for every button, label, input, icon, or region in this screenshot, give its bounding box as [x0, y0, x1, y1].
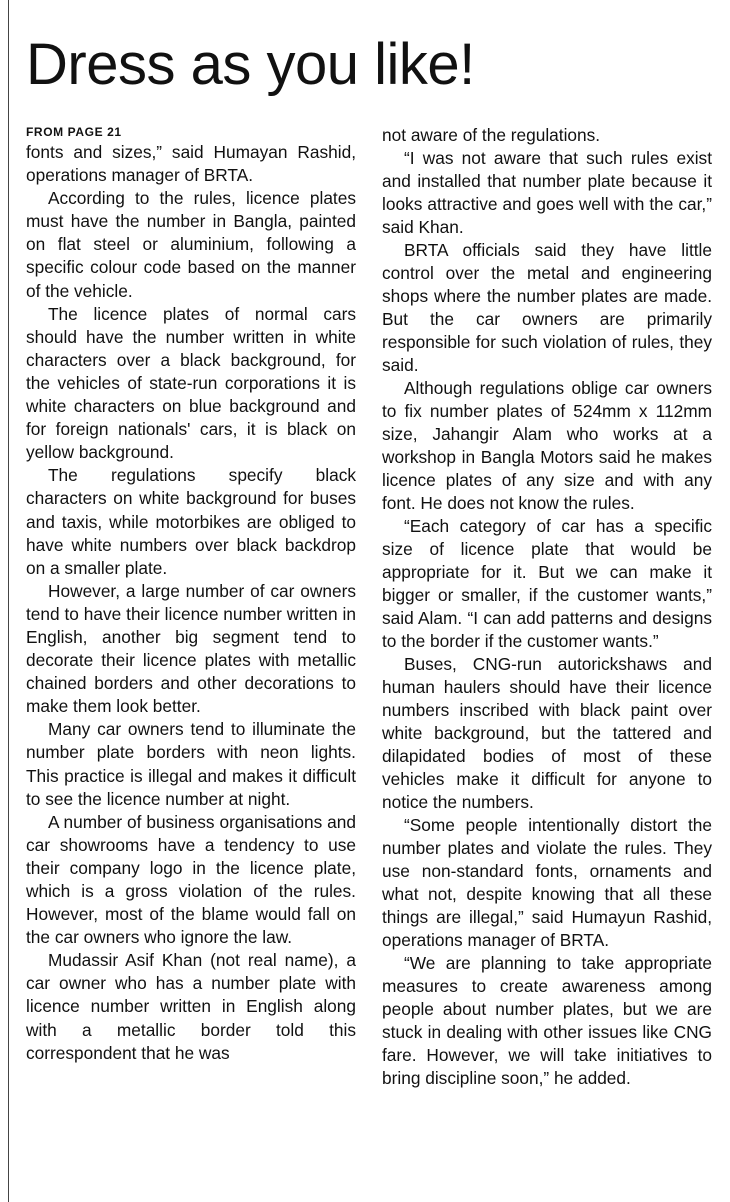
- paragraph: BRTA officials said they have little control over the metal and engineering shops where the number plates are made. But the car owners are primarily responsible for such violation of rules, they said.: [382, 240, 712, 375]
- paragraph: However, a large number of car owners tend to have their licence number written in English, another big segment tend to decorate their licence plates with metallic chained borders and other decorations to make them look better.: [26, 580, 356, 717]
- article-column-right: [382, 124, 712, 1090]
- paragraph: According to the rules, licence plates must have the number in Bangla, painted on flat steel or aluminium, following a specific colour code based on the manner of the vehicle.: [26, 188, 356, 301]
- paragraph: The licence plates of normal cars should have the number written in white characters over a black background, for the vehicles of state-run corporations it is white characters on blue background and for foreign nationals' cars, it is black on yellow background.: [26, 303, 356, 463]
- paragraph: “We are planning to take appropriate measures to create awareness among people about number plates, but we are stuck in dealing with other issues like CNG fare. However, we will take initiatives to bring discipline soon,” he added.: [382, 953, 712, 1088]
- paragraph: not aware of the regulations.: [382, 125, 601, 145]
- article-headline: Dress as you like!: [26, 32, 475, 97]
- paragraph: A number of business organisations and car showrooms have a tendency to use their company logo in the licence plate, which is a gross violation of the rules. However, most of the blame would fall on the car owners who ignore the law.: [26, 811, 356, 948]
- paragraph: fonts and sizes,” said Humayan Rashid, operations manager of BRTA.: [26, 142, 356, 186]
- paragraph: “I was not aware that such rules exist and installed that number plate because it looks attractive and goes well with the car,” said Khan.: [382, 148, 712, 237]
- paragraph: The regulations specify black characters on white background for buses and taxis, while motorbikes are obliged to have white numbers over black backdrop on a smaller plate.: [26, 465, 356, 578]
- paragraph: Mudassir Asif Khan (not real name), a car owner who has a number plate with licence number written in English along with a metallic border told this correspondent that he was: [26, 950, 356, 1063]
- column-rule: [8, 0, 9, 1202]
- paragraph: “Each category of car has a specific size of licence plate that would be appropriate for it. But we can make it bigger or smaller, if the customer wants,” said Alam. “I can add patterns and designs to the border if the customer wants.”: [382, 516, 712, 651]
- paragraph: Buses, CNG-run autorickshaws and human haulers should have their licence numbers inscribed with black paint over white background, but the tattered and dilapidated bodies of most of these vehicles make it difficult for anyone to notice the numbers.: [382, 654, 712, 812]
- jump-line: FROM PAGE 21: [26, 125, 122, 139]
- paragraph: “Some people intentionally distort the number plates and violate the rules. They use non-standard fonts, ornaments and what not, despite knowing that all these things are illegal,” said Humayun Rashid, operations manager of BRTA.: [382, 815, 712, 950]
- paragraph: Although regulations oblige car owners to fix number plates of 524mm x 112mm size, Jahangir Alam who works at a workshop in Bangla Motors said he makes licence plates of any size and with any font. He does not know the rules.: [382, 378, 712, 513]
- article-column-left: [26, 125, 356, 1065]
- paragraph: Many car owners tend to illuminate the number plate borders with neon lights. This practice is illegal and makes it difficult to see the licence number at night.: [26, 719, 356, 809]
